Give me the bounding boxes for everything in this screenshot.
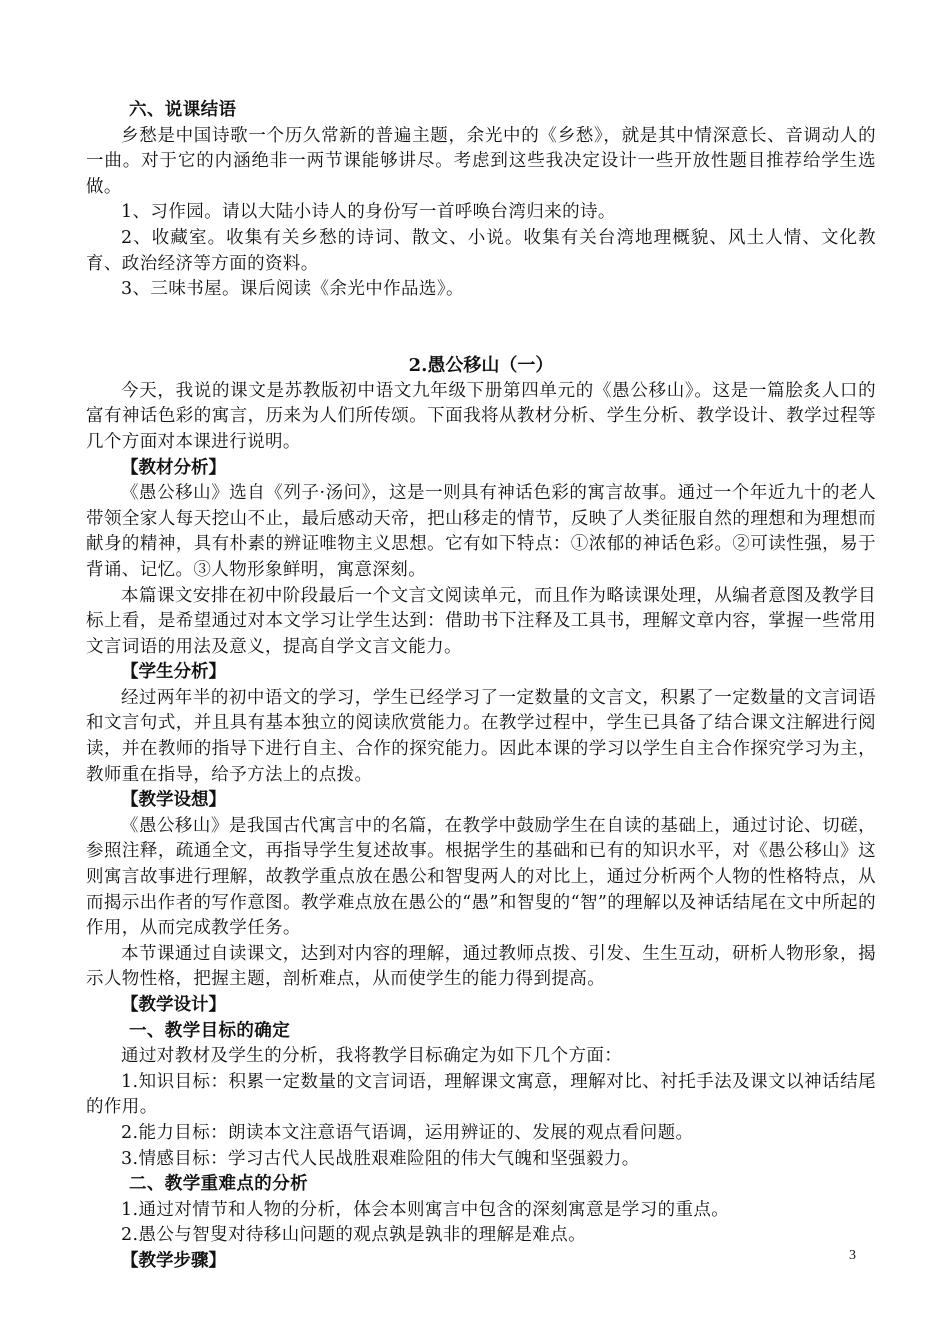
closing-item-3: 3、三味书屋。课后阅读《余光中作品选》。 [121,279,464,300]
spacer [86,303,876,353]
closing-item-2: 2、收藏室。收集有关乡愁的诗词、散文、小说。收集有关台湾地理概貌、风土人情、文化教育、政治经济等方面的资料。 [86,227,876,274]
closing-item-1: 1、习作园。请以大陆小诗人的身份写一首呼唤台湾归来的诗。 [121,202,616,223]
teaching-idea-heading: 【教学设想】 [121,790,226,811]
document-page [86,98,876,1275]
teaching-steps-heading: 【教学步骤】 [121,1250,226,1271]
goal-knowledge: 1.知识目标：积累一定数量的文言词语，理解课文寓意，理解对比、衬托手法及课文以神话结尾的作用。 [86,1071,876,1118]
teaching-idea-paragraph-2: 本节课通过自读课文，达到对内容的理解，通过教师点拨、引发、生生互动，研析人物形象，揭示人物性格，把握主题，剖析难点，从而使学生的能力得到提高。 [86,943,876,990]
page-number: 3 [849,1248,856,1263]
key-point-1: 1.通过对情节和人物的分析，体会本则寓言中包含的深刻寓意是学习的重点。 [121,1199,730,1220]
student-analysis-heading: 【学生分析】 [121,662,226,683]
goal-emotion: 3.情感目标：学习古代人民战胜艰难险阻的伟大气魄和坚强毅力。 [121,1148,640,1169]
material-analysis-paragraph-2: 本篇课文安排在初中阶段最后一个文言文阅读单元，而且作为略读课处理，从编者意图及教学目标上看，是希望通过对本文学习让学生达到：借助书下注释及工具书，理解文章内容，掌握一些常用文言词语的用法及意义，提高自学文言文能力。 [86,585,876,657]
goals-heading: 一、教学目标的确定 [129,1020,291,1041]
key-point-2: 2.愚公与智叟对待移山问题的观点孰是孰非的理解是难点。 [121,1225,586,1246]
teaching-design-heading: 【教学设计】 [121,995,226,1015]
goal-ability: 2.能力目标：朗读本文注意语气语调，运用辨证的、发展的观点看问题。 [121,1122,694,1143]
closing-intro-paragraph: 乡愁是中国诗歌一个历久常新的普遍主题，余光中的《乡愁》，就是其中情深意长、音调动人的一曲。对于它的内涵绝非一两节课能够讲尽。考虑到这些我决定设计一些开放性题目推荐给学生选做。 [86,125,876,197]
lesson-title: 2.愚公移山（一） [408,354,554,376]
key-difficult-points-heading: 二、教学重难点的分析 [129,1174,308,1195]
goals-intro: 通过对教材及学生的分析，我将教学目标确定为如下几个方面： [121,1046,623,1067]
lesson-intro-paragraph: 今天，我说的课文是苏教版初中语文九年级下册第四单元的《愚公移山》。这是一篇脍炙人口的富有神话色彩的寓言，历来为人们所传颂。下面我将从教材分析、学生分析、教学设计、教学过程等几个方面对本课进行说明。 [86,380,876,452]
teaching-idea-paragraph-1: 《愚公移山》是我国古代寓言中的名篇，在教学中鼓励学生在自读的基础上，通过讨论、切磋，参照注释，疏通全文，再指导学生复述故事。根据学生的基础和已有的知识水平，对《愚公移山》这则寓言故事进行理解，故教学重点放在愚公和智叟两人的对比上，通过分析两个人物的性格特点，从而揭示出作者的写作意图。教学难点放在愚公的“愚”和智叟的“智”的理解以及神话结尾在文中所起的作用，从而完成教学任务。 [86,815,876,939]
section-heading-closing: 六、说课结语 [129,100,237,120]
material-analysis-paragraph-1: 《愚公移山》选自《列子·汤问》，这是一则具有神话色彩的寓言故事。通过一个年近九十的老人带领全家人每天挖山不止，最后感动天帝，把山移走的情节，反映了人类征服自然的理想和为理想而献身的精神，具有朴素的辨证唯物主义思想。它有如下特点：①浓郁的神话色彩。②可读性强，易于背诵、记忆。③人物形象鲜明，寓意深刻。 [86,483,876,580]
material-analysis-heading: 【教材分析】 [121,457,226,478]
student-analysis-paragraph: 经过两年半的初中语文的学习，学生已经学习了一定数量的文言文，积累了一定数量的文言词语和文言句式，并且具有基本独立的阅读欣赏能力。在教学过程中，学生已具备了结合课文注解进行阅读，并在教师的指导下进行自主、合作的探究能力。因此本课的学习以学生自主合作探究学习为主，教师重在指导，给予方法上的点拨。 [86,687,876,785]
